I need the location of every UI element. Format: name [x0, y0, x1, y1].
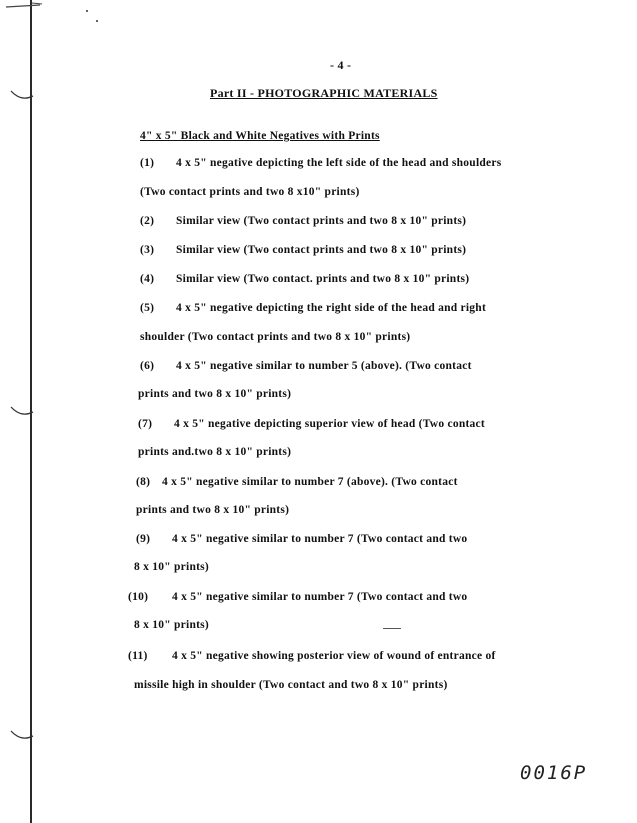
- entry-6-line-1: (6) 4 x 5" negative similar to number 5 (above). (Two contact: [140, 360, 472, 372]
- entry-8-line-1: (8) 4 x 5" negative similar to number 7 (above). (Two contact: [136, 476, 458, 488]
- entry-11-line-1: (11) 4 x 5" negative showing posterior view of wound of entrance of: [128, 650, 496, 662]
- scan-speck: [86, 10, 88, 12]
- entry-number: (1): [140, 157, 155, 169]
- entry-4-line-1: (4) Similar view (Two contact. prints and two 8 x 10" prints): [140, 273, 470, 285]
- entry-number: (3): [140, 244, 155, 256]
- entry-number: (10): [128, 591, 149, 603]
- entry-number: (11): [128, 650, 148, 662]
- entry-10-line-2: 8 x 10" prints): [134, 619, 209, 631]
- scan-speck: [96, 20, 98, 22]
- entry-number: (9): [136, 533, 151, 545]
- subsection-heading: 4" x 5" Black and White Negatives with Prints: [140, 130, 380, 142]
- page-number: - 4 -: [330, 58, 352, 72]
- entry-7-line-1: (7) 4 x 5" negative depicting superior view of head (Two contact: [138, 418, 485, 430]
- entry-1-line-1: (1) 4 x 5" negative depicting the left side of the head and shoulders: [140, 157, 502, 169]
- entry-9-line-2: 8 x 10" prints): [134, 561, 209, 573]
- entry-number: (5): [140, 302, 155, 314]
- entry-9-line-1: (9) 4 x 5" negative similar to number 7 (Two contact and two: [136, 533, 468, 545]
- entry-8-line-2: prints and two 8 x 10" prints): [136, 504, 290, 516]
- entry-number: (6): [140, 360, 155, 372]
- entry-3-line-1: (3) Similar view (Two contact prints and two 8 x 10" prints): [140, 244, 467, 256]
- stray-mark: [383, 628, 401, 629]
- punch-hole-mark: [9, 728, 35, 742]
- punch-hole-mark: [9, 404, 35, 418]
- entry-number: (7): [138, 418, 153, 430]
- punch-hole-mark: [9, 88, 35, 102]
- entry-number: (4): [140, 273, 155, 285]
- entry-5-line-2: shoulder (Two contact prints and two 8 x 10" prints): [140, 331, 411, 343]
- entry-number: (8): [136, 476, 151, 488]
- entry-6-line-2: prints and two 8 x 10" prints): [138, 388, 292, 400]
- corner-scribble: [2, 0, 44, 14]
- entry-1-line-2: (Two contact prints and two 8 x10" prints): [140, 186, 360, 198]
- entry-11-line-2: missile high in shoulder (Two contact and two 8 x 10" prints): [134, 679, 448, 691]
- entry-number: (2): [140, 215, 155, 227]
- entry-10-line-1: (10) 4 x 5" negative similar to number 7 (Two contact and two: [128, 591, 468, 603]
- entry-7-line-2: prints and.two 8 x 10" prints): [138, 446, 292, 458]
- entry-2-line-1: (2) Similar view (Two contact prints and two 8 x 10" prints): [140, 215, 467, 227]
- section-heading: Part II - PHOTOGRAPHIC MATERIALS: [210, 86, 438, 100]
- entry-5-line-1: (5) 4 x 5" negative depicting the right side of the head and right: [140, 302, 487, 314]
- document-stamp-number: 0016P: [520, 762, 588, 784]
